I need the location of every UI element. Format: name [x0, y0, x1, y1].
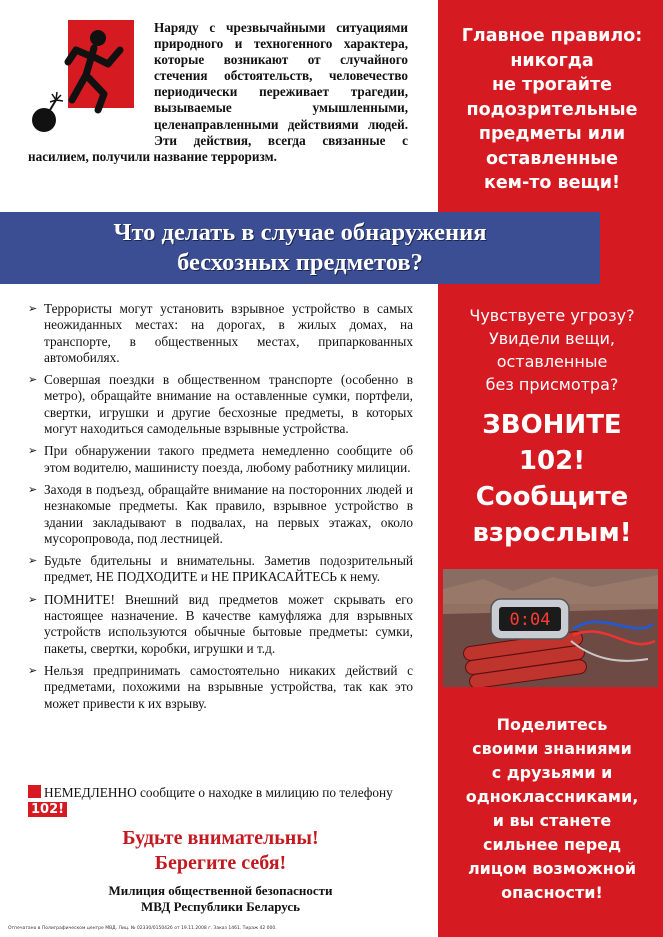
share-line: лицом возможной	[467, 859, 637, 878]
arrow-bullet-icon: ➢	[28, 373, 38, 387]
arrow-bullet-icon: ➢	[28, 444, 38, 458]
list-item	[28, 443, 413, 476]
signature-line1: Милиция общественной безопасности	[108, 883, 333, 898]
arrow-bullet-icon: ➢	[28, 302, 38, 315]
fine-print: Отпечатано в Полиграфическом центре МВД. Лиц. № 02330/0150426 от 19.11.2008 г. Заказ 1461. Тираж 42 000.	[8, 926, 277, 931]
list-item	[28, 301, 413, 366]
share-line: Поделитесь	[496, 715, 608, 734]
list-item-text: Заходя в подъезд, обращайте внимание на посторонних людей и незнакомые предметы. Как правило, взрывное устройство в здании закладывают в подвалах, на первых этажах, около мусоропровода, под лестницей.	[44, 481, 413, 546]
list-item	[28, 372, 413, 437]
running-man-bomb-icon	[28, 20, 148, 134]
share-line: опасности!	[501, 883, 603, 902]
beware-line2: Берегите себя!	[154, 852, 287, 874]
section-banner	[0, 212, 600, 284]
red-arrow-icon	[28, 785, 41, 798]
main-rule	[446, 24, 658, 196]
share-line: одноклассниками,	[465, 787, 639, 806]
share-line: и вы станете	[492, 811, 612, 830]
banner-title-line2: бесхозных предметов?	[177, 249, 423, 276]
call-line: взрослым!	[472, 518, 632, 548]
call-line: 102!	[518, 446, 586, 476]
list-item-text: Совершая поездки в общественном транспорте (особенно в метро), обращайте внимание на оставленные сумки, портфели, свертки, игрушки и другие бесхозные предметы, в которых могут находиться самодельные взрывные устройства.	[44, 372, 413, 437]
last-item-text: НЕМЕДЛЕННО сообщите о находке в милицию по телефону	[44, 785, 393, 800]
list-item	[28, 592, 413, 657]
dynamite-clock-icon	[443, 569, 658, 687]
instruction-list	[28, 301, 413, 718]
list-item-text: Террористы могут установить взрывное устройство в самых неожиданных местах: на дорогах, в жилых домах, на транспорте, в общественных местах, припаркованных автомобилях.	[44, 301, 413, 365]
list-item	[28, 482, 413, 547]
list-item-text: ПОМНИТЕ! Внешний вид предметов может скрывать его настоящее назначение. В качестве камуфляжа для взрывных устройств используются обычные бытовые предметы: сумки, пакеты, свертки, коробки, игрушки и т.д.	[44, 591, 413, 656]
intro-text: Наряду с чрезвычайными ситуациями природного и техногенного характера, которые возникают от случайного стечения обстоятельств, человечество периодически переживает трагедии, вызываемые умышленными, целенаправленными действиями людей. Эти действия, всегда связанные с насилием, получили название терроризм.	[28, 20, 408, 164]
signature	[28, 883, 413, 915]
share-line: сильнее перед	[483, 835, 621, 854]
ask-line: оставленные	[496, 352, 608, 371]
rule-line: предметы или	[478, 124, 626, 144]
list-item	[28, 553, 413, 586]
rule-line: никогда	[510, 50, 594, 71]
share-line: своими знаниями	[472, 739, 632, 758]
phone-badge: 102!	[28, 802, 67, 817]
arrow-bullet-icon: ➢	[28, 663, 38, 677]
list-item-text: Нельзя предпринимать самостоятельно никаких действий с предметами, похожими на взрывные устройства, так как это может привести к их взрыву.	[44, 662, 413, 711]
list-item-text: Будьте бдительны и внимательны. Заметив подозрительный предмет, НЕ ПОДХОДИТЕ и НЕ ПРИКАСАЙТЕСЬ к нему.	[44, 553, 413, 585]
clock-display: 0:04	[509, 610, 551, 630]
threat-question	[446, 304, 658, 396]
arrow-bullet-icon: ➢	[28, 592, 38, 606]
rule-line: оставленные	[486, 148, 618, 169]
rule-line: не трогайте	[492, 75, 612, 95]
bomb-photo	[443, 569, 658, 687]
rule-line: Главное правило:	[461, 26, 643, 46]
rule-line: подозрительные	[466, 99, 638, 120]
beware-line1: Будьте внимательны!	[122, 827, 319, 849]
beware-slogan	[28, 826, 413, 876]
arrow-bullet-icon: ➢	[28, 482, 38, 496]
list-item	[28, 663, 413, 712]
arrow-bullet-icon: ➢	[28, 554, 38, 568]
intro-paragraph	[28, 20, 408, 165]
last-list-item	[28, 785, 413, 819]
signature-line2: МВД Республики Беларусь	[140, 899, 301, 914]
ask-line: без присмотра?	[485, 375, 619, 394]
share-knowledge	[446, 713, 658, 905]
ask-line: Чувствуете угрозу?	[469, 306, 635, 325]
call-line: ЗВОНИТЕ	[482, 410, 622, 440]
call-to-action	[446, 407, 658, 551]
banner-title-line1: Что делать в случае обнаружения	[113, 219, 487, 246]
rule-line: кем-то вещи!	[483, 173, 621, 193]
share-line: с друзьями и	[491, 763, 613, 782]
call-line: Сообщите	[475, 482, 629, 512]
ask-line: Увидели вещи,	[488, 329, 616, 348]
list-item-text: При обнаружении такого предмета немедленно сообщите об этом водителю, машинисту поезда, любому работнику милиции.	[44, 443, 413, 475]
